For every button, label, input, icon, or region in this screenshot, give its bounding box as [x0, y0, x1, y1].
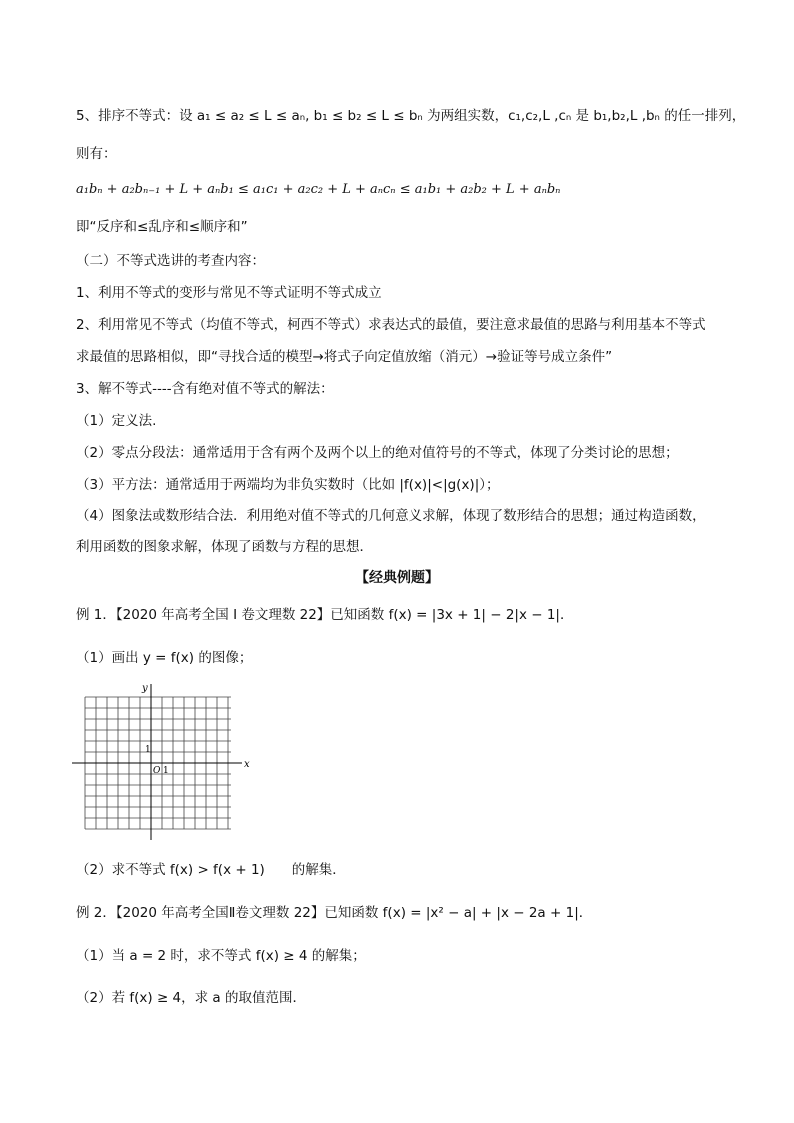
text-line: （2）零点分段法：通常适用于含有两个及两个以上的绝对值符号的不等式，体现了分类讨论的思想； — [76, 445, 679, 461]
example-1-stem: 例 1．【2020 年高考全国 I 卷文理数 22】已知函数 f(x) = |3x + 1| − 2|x − 1|． — [76, 607, 574, 623]
example-2-stem: 例 2．【2020 年高考全国Ⅱ卷文理数 22】已知函数 f(x) = |x² − a| + |x − 2a + 1|． — [76, 905, 593, 921]
text-line: 即“反序和≤乱序和≤顺序和” — [76, 219, 248, 235]
text-line: （4）图象法或数形结合法．利用绝对值不等式的几何意义求解，体现了数形结合的思想；通过构造函数， — [76, 508, 706, 524]
text-line: 则有： — [76, 146, 117, 162]
axes — [72, 684, 242, 840]
origin-label: O — [153, 766, 161, 776]
example-2-question-1: （1）当 a = 2 时，求不等式 f(x) ≥ 4 的解集； — [76, 948, 366, 964]
text-line: （1）定义法. — [76, 413, 157, 429]
y-tick-1: 1 — [145, 745, 151, 755]
section-heading: （二）不等式选讲的考查内容： — [76, 253, 265, 269]
coordinate-grid-svg — [70, 682, 250, 842]
text-line: 求最值的思路相似，即“寻找合适的模型→将式子向定值放缩（消元）→验证等号成立条件” — [76, 349, 613, 365]
x-tick-1: 1 — [163, 766, 169, 776]
section-title: 【经典例题】 — [355, 570, 439, 586]
text-line: 2、利用常见不等式（均值不等式，柯西不等式）求表达式的最值，要注意求最值的思路与利用基本不等式 — [76, 317, 706, 333]
text-line: （3）平方法：通常适用于两端均为非负实数时（比如 |f(x)|<|g(x)|）； — [76, 477, 500, 493]
y-axis-label: y — [142, 683, 148, 694]
sorting-inequality-formula: a₁bₙ + a₂bₙ₋₁ + L + aₙb₁ ≤ a₁c₁ + a₂c₂ + L + aₙcₙ ≤ a₁b₁ + a₂b₂ + L + aₙbₙ — [76, 182, 561, 197]
coordinate-grid — [70, 682, 250, 842]
text-line: 利用函数的图象求解，体现了函数与方程的思想． — [76, 539, 373, 555]
sorting-inequality-statement: 5、排序不等式：设 a₁ ≤ a₂ ≤ L ≤ aₙ, b₁ ≤ b₂ ≤ L ≤ bₙ 为两组实数，c₁,c₂,L ,cₙ 是 b₁,b₂,L ,bₙ 的任一排列， — [76, 108, 746, 124]
x-axis-label: x — [244, 759, 250, 770]
text-line: 1、利用不等式的变形与常见不等式证明不等式成立 — [76, 285, 382, 301]
example-1-question-2: （2）求不等式 f(x) > f(x + 1) 的解集． — [76, 862, 346, 878]
example-1-question-1: （1）画出 y = f(x) 的图像； — [76, 650, 253, 666]
example-2-question-2: （2）若 f(x) ≥ 4，求 a 的取值范围． — [76, 990, 306, 1006]
text-line: 3、解不等式----含有绝对值不等式的解法： — [76, 381, 334, 397]
